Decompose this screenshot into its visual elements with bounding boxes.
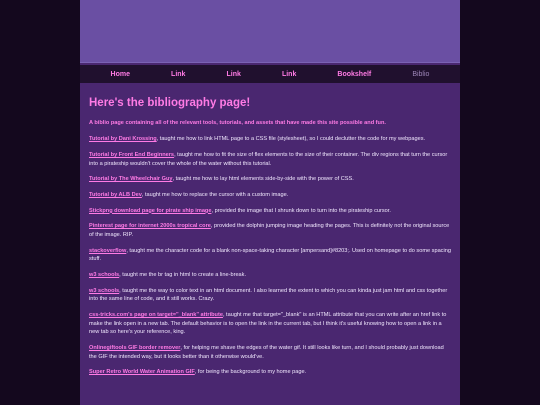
biblio-link[interactable]: Tutorial by ALB Dev [89, 192, 142, 199]
biblio-entry [89, 344, 451, 361]
biblio-entry [89, 135, 451, 144]
nav-bookshelf[interactable]: Bookshelf [337, 70, 372, 78]
nav-biblio[interactable]: Biblio [412, 70, 430, 78]
page-container [80, 0, 460, 405]
biblio-entry [89, 247, 451, 264]
top-nav [80, 65, 460, 83]
biblio-description: , taught me how to replace the cursor with a custom image. [141, 192, 289, 199]
biblio-entry [89, 207, 451, 216]
biblio-entry [89, 271, 451, 280]
nav-home[interactable]: Home [110, 70, 130, 78]
biblio-description: , taught me the br tag in html to create a line-break. [119, 271, 247, 278]
biblio-link[interactable]: w3 schools [89, 271, 120, 278]
biblio-description: , taught me how to lay html elements side-by-side with the power of CSS. [172, 176, 354, 183]
biblio-link[interactable]: css-tricks.com's page on target="_blank" attribute [89, 311, 223, 318]
biblio-description: , for being the background to my home page. [194, 369, 307, 376]
biblio-link[interactable]: Tutorial by Dani Krossing [89, 136, 157, 143]
biblio-link[interactable]: Tutorial by Front End Beginners [89, 152, 175, 159]
main-content [80, 83, 460, 377]
biblio-link[interactable]: Super Retro World Water Animation GIF [89, 369, 195, 376]
biblio-description: , taught me how to fit the size of flex elements to the size of their container. The div regions that turn the cursor into a pirateship wouldn't cover the whole of the water without this tutorial. [89, 152, 448, 167]
biblio-description: , taught me that target="_blank" is an HTML attribute that you can write after an href link to make the link open in a new tab. The default behavior is to open the link in the current tab, but I think it's useful knowing how to open a link in a new tab so here's your reference, king. [89, 311, 447, 336]
page-title: Here's the bibliography page! [89, 97, 251, 109]
header-banner [80, 0, 460, 63]
nav-link-3[interactable]: Link [281, 70, 297, 78]
biblio-link[interactable]: w3 schools [89, 287, 120, 294]
biblio-link[interactable]: Stickpng download page for pirate ship image [89, 207, 212, 214]
biblio-description: , for helping me shave the edges of the water gif. It still looks like turn, and I should probably just download the GIF the intended way, but it looks better than it otherwise would've. [89, 344, 444, 360]
biblio-entry [89, 222, 451, 239]
biblio-entry [89, 151, 451, 168]
biblio-description: , provided the image that I shrunk down to turn into the pirateship cursor. [211, 207, 391, 214]
biblio-link[interactable]: Tutorial by The Wheelchair Guy [89, 176, 173, 183]
nav-link-2[interactable]: Link [226, 70, 241, 78]
biblio-description: , provided the dolphin jumping image heading the pages. This is definitely not the original source of the image. RIP. [89, 223, 450, 238]
biblio-description: , taught me how to link HTML page to a CSS file (stylesheet), so I could declutter the code for my webpages. [156, 136, 426, 143]
biblio-link[interactable]: Pinterest page for internet 2000s tropical core [89, 223, 211, 230]
biblio-entry [89, 368, 451, 377]
biblio-description: , taught me the way to color text in an html document. I also learned the extent to which you can kinda just jam html and css together into the same line of code, and it still works. Crazy. [89, 287, 448, 303]
intro-text: A biblio page containing all of the relevant tools, tutorials, and assets that have made this site possible and fun. [89, 120, 386, 126]
biblio-entry [89, 175, 451, 184]
biblio-link[interactable]: Onlinegiftools GIF border remover [89, 344, 181, 351]
nav-link-1[interactable]: Link [171, 70, 186, 78]
biblio-description: , taught me the character code for a blank non-space-taking character [ampersand]#8203;. Used on homepage to do some spacing stuff. [89, 247, 451, 263]
biblio-link[interactable]: stackoverflow [89, 247, 127, 254]
biblio-entry [89, 311, 451, 337]
biblio-entry [89, 287, 451, 304]
biblio-entry [89, 191, 451, 200]
